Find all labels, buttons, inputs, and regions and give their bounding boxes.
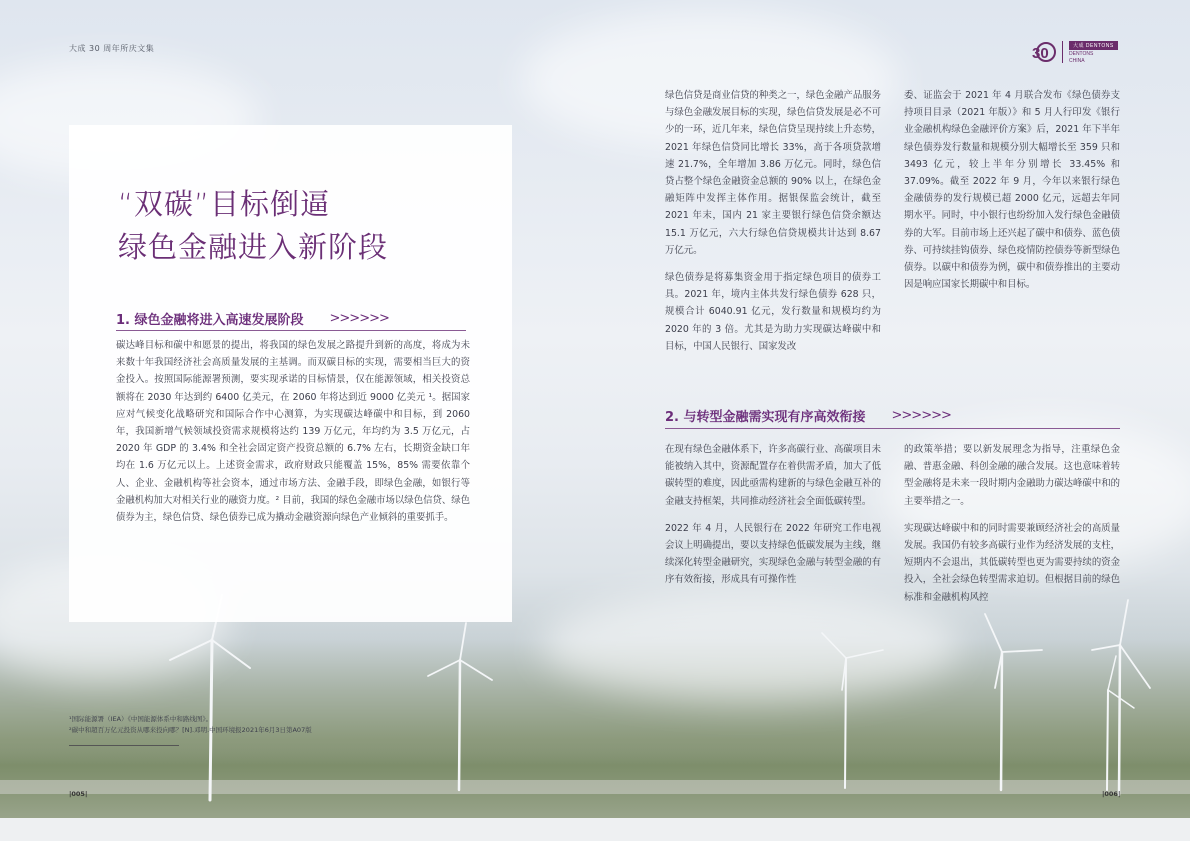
logo-numeral: 30	[1032, 45, 1049, 62]
section2-col2-paragraph2: 实现碳达峰碳中和的同时需要兼顾经济社会的高质量发展。我国仍有较多高碳行业作为经济发展的支柱，短期内不会退出，其低碳转型也更为需要持续的资金投入，全社会绿色转型需求迫切。但根据目前的绿色标准和金融机构风控	[904, 522, 1120, 603]
section1-arrows: >>>>>>	[329, 311, 389, 326]
logo-brand-top: 大成 DENTONS	[1069, 41, 1118, 50]
article-title-line2: 绿色金融进入新阶段	[118, 230, 389, 264]
collection-title: 大成 30 周年所庆文集	[69, 44, 155, 53]
footnotes	[69, 714, 312, 736]
dentons-30-logo	[1030, 40, 1118, 64]
page-number-left: |005|	[69, 790, 88, 798]
green-credit-paragraph: 绿色信贷是商业信贷的种类之一，绿色金融产品服务与绿色金融发展目标的实现，绿色信贷发展是必不可少的一环，近几年来，绿色信贷呈现持续上升态势，2021 年绿色信贷同比增长 33%，高于各项贷款增速 21.7%，全年增加 3.86 万亿元。同时，绿色信贷占整个绿色金融资金总额的 90% 以上，在绿色金融矩阵中发挥主体作用。据银保监会统计，截至 2021 年末，国内 21 家主要银行绿色信贷余额达 15.1 万亿元，六大行绿色信贷规模共计达到 8.67 万亿元。	[665, 90, 881, 256]
section2-col2-paragraph1: 的政策举措；要以新发展理念为指导，注重绿色金融、普惠金融、科创金融的融合发展。这也意味着转型金融将是未来一段时期内金融助力碳达峰碳中和的主要举措之一。	[904, 444, 1120, 507]
section2-heading-text: 2. 与转型金融需实现有序高效衔接	[665, 410, 866, 425]
green-bond-paragraph: 绿色债券是将募集资金用于指定绿色项目的债券工具。2021 年，境内主体共发行绿色债券 628 只，规模合计 6040.91 亿元，发行数量和规模均约为 2020 年的 3 倍。尤其是为助力实现碳达峰碳中和目标，中国人民银行、国家发改	[665, 272, 881, 352]
section2-col1-paragraph2: 2022 年 4 月，人民银行在 2022 年研究工作电视会议上明确提出，要以支持绿色低碳发展为主线，继续深化转型金融研究，实现绿色金融与转型金融的有序有效衔接，形成具有可操作性	[665, 522, 881, 586]
footnote-1: ¹国际能源署（IEA）《中国能源体系中和路线图》。	[69, 715, 213, 723]
article-title	[118, 183, 388, 269]
section2-heading	[665, 406, 951, 425]
section2-arrows: >>>>>>	[891, 408, 951, 423]
section2-column2	[904, 441, 1120, 606]
section1-rule	[116, 330, 466, 331]
page-number-right: |006|	[1102, 790, 1121, 798]
footnote-rule	[69, 745, 179, 746]
thirty-anniversary-icon	[1030, 40, 1056, 64]
logo-brand-line2: CHINA	[1069, 57, 1085, 64]
right-column2	[904, 87, 1120, 293]
logo-brand-line1: DENTONS	[1069, 50, 1094, 57]
section2-col1-paragraph1: 在现有绿色金融体系下，许多高碳行业、高碳项目未能被纳入其中，资源配置存在着供需矛盾，加大了低碳转型的难度，因此亟需构建新的与绿色金融互补的金融支持框架，共同推动经济社会全面低碳转型。	[665, 444, 881, 507]
green-bond-continued-paragraph: 委、证监会于 2021 年 4 月联合发布《绿色债券支持项目目录（2021 年版）》和 5 月人行印发《银行业金融机构绿色金融评价方案》后，2021 年下半年绿色债券发行数量和规模分别大幅增长至 359 只和 3493 亿元，较上半年分别增长 33.45% 和 37.09%。截至 2022 年 9 月，今年以来银行绿色金融债券的发行规模已超 2000 亿元，远超去年同期水平。同时，中小银行也纷纷加入发行绿色金融债券的大军。目前市场上还兴起了碳中和债券、蓝色债券、可持续挂钩债券、绿色疫情防控债券等新型绿色债券。以碳中和债券为例，碳中和债券推出的主要动因是响应国家长期碳中和目标。	[904, 90, 1120, 291]
right-column1	[665, 87, 881, 355]
section2-rule	[665, 428, 1120, 429]
footnote-2: ²碳中和超百万亿元投资从哪来投向哪？[N].邓明.中国环境报2021年6月3日第A07版	[69, 726, 312, 734]
section1-paragraph: 碳达峰目标和碳中和愿景的提出，将我国的绿色发展之路提升到新的高度，将成为未来数十年我国经济社会高质量发展的主基调。而双碳目标的实现，需要相当巨大的资金投入。按照国际能源署预测，要实现承诺的目标情景，仅在能源领域，相关投资总额将在 2030 年达到约 6400 亿美元，在 2060 年将达到近 9000 亿美元 ¹。据国家应对气候变化战略研究和国际合作中心测算，为实现碳达峰碳中和目标，到 2060 年，我国新增气候领域投资需求规模将达约 139 万亿元，年均约为 3.5 万亿元，占 2020 年 GDP 的 3.4% 和全社会固定资产投资总额的 6.7% 左右，长期资金缺口年均在 1.6 万亿元以上。上述资金需求，政府财政只能覆盖 15%，85% 需要依靠个人、企业、金融机构等社会资本，通过市场方法、金融手段，即绿色金融，如银行等金融机构加大对相关行业的融资力度。² 目前，我国的绿色金融市场以绿色信贷、绿色债券为主，绿色信贷、绿色债券已成为撬动金融资源向绿色产业倾斜的重要抓手。	[116, 340, 470, 524]
section1-body	[116, 337, 470, 526]
section2-column1	[665, 441, 881, 589]
section1-heading	[116, 309, 389, 328]
article-title-line1: “双碳”目标倒逼	[118, 187, 331, 221]
section1-heading-text: 1. 绿色金融将进入高速发展阶段	[116, 313, 304, 328]
logo-separator	[1062, 41, 1063, 63]
logo-brand	[1069, 41, 1118, 64]
